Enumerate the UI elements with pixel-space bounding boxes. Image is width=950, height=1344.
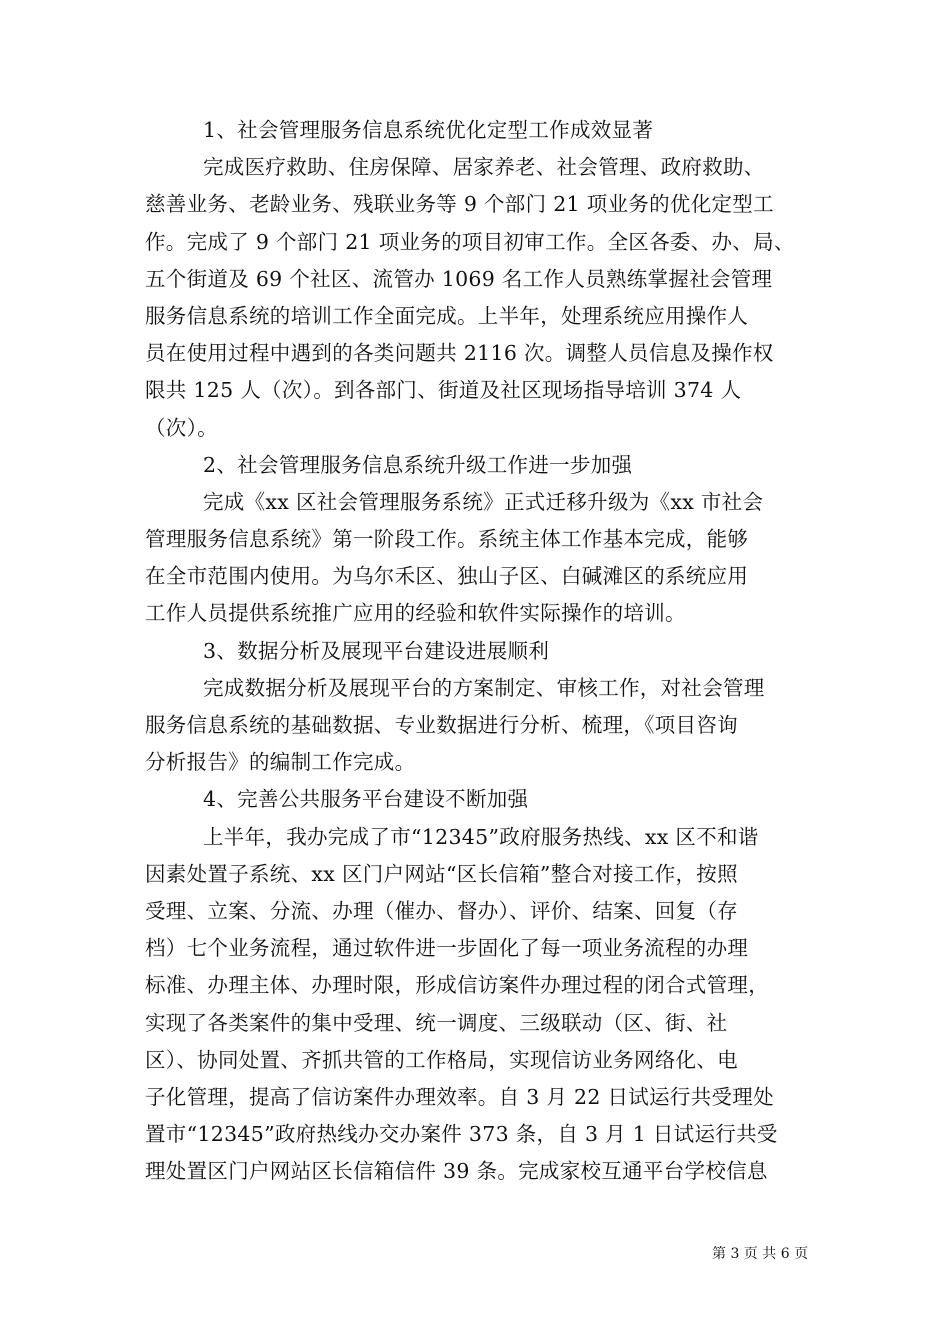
paragraph-line: 完成医疗救助、住房保障、居家养老、社会管理、政府救助、 [203,155,765,180]
paragraph-line: 子化管理，提高了信访案件办理效率。自 3 月 22 日试运行共受理处 [145,1084,774,1109]
page-number-footer: 第 3 页 共 6 页 [712,1246,809,1262]
paragraph-line: 上半年，我办完成了市“12345”政府服务热线、xx 区不和谐 [203,824,759,849]
paragraph-line: 限共 125 人（次）。到各部门、街道及社区现场指导培训 374 人 [145,378,742,403]
section-heading: 3、数据分析及展现平台建设进展顺利 [203,638,550,663]
paragraph-line: 实现了各类案件的集中受理、统一调度、三级联动（区、街、社 [145,1010,728,1035]
paragraph-line: 理处置区门户网站区长信箱信件 39 条。完成家校互通平台学校信息 [145,1159,768,1184]
paragraph-line: 服务信息系统的培训工作全面完成。上半年，处理系统应用操作人 [145,303,749,328]
paragraph-line: 分析报告》的编制工作完成。 [145,750,416,775]
paragraph-line: 在全市范围内使用。为乌尔禾区、独山子区、白碱滩区的系统应用 [145,564,749,589]
paragraph-line: 工作人员提供系统推广应用的经验和软件实际操作的培训。 [145,601,686,626]
paragraph-line: 服务信息系统的基础数据、专业数据进行分析、梳理，《项目咨询 [145,713,738,737]
paragraph-line: （次）。 [145,415,218,440]
section-heading: 4、完善公共服务平台建设不断加强 [203,787,529,812]
paragraph-line: 管理服务信息系统》第一阶段工作。系统主体工作基本完成，能够 [145,527,749,552]
paragraph-line: 完成《xx 区社会管理服务系统》正式迁移升级为《xx 市社会 [203,489,764,514]
section-heading: 2、社会管理服务信息系统升级工作进一步加强 [203,452,633,477]
section-heading: 1、社会管理服务信息系统优化定型工作成效显著 [203,118,654,142]
paragraph-line: 标准、办理主体、办理时限，形成信访案件办理过程的闭合式管理， [145,973,769,998]
paragraph-line: 受理、立案、分流、办理（催办、督办）、评价、结案、回复（存 [145,898,738,923]
paragraph-line: 置市“12345”政府热线办交办案件 373 条，自 3 月 1 日试运行共受 [145,1122,778,1147]
paragraph-line: 慈善业务、老龄业务、残联业务等 9 个部门 21 项业务的优化定型工 [145,192,774,217]
paragraph-line: 作。完成了 9 个部门 21 项业务的项目初审工作。全区各委、办、局、 [145,229,795,254]
paragraph-line: 区）、协同处置、齐抓共管的工作格局，实现信访业务网络化、电 [145,1047,738,1072]
paragraph-line: 因素处置子系统、xx 区门户网站“区长信箱”整合对接工作，按照 [145,861,738,886]
paragraph-line: 员在使用过程中遇到的各类问题共 2116 次。调整人员信息及操作权 [145,341,774,366]
paragraph-line: 完成数据分析及展现平台的方案制定、审核工作，对社会管理 [203,675,765,700]
document-body [145,112,805,1190]
paragraph-line: 五个街道及 69 个社区、流管办 1069 名工作人员熟练掌握社会管理 [145,266,773,291]
paragraph-line: 档）七个业务流程，通过软件进一步固化了每一项业务流程的办理 [145,936,749,961]
